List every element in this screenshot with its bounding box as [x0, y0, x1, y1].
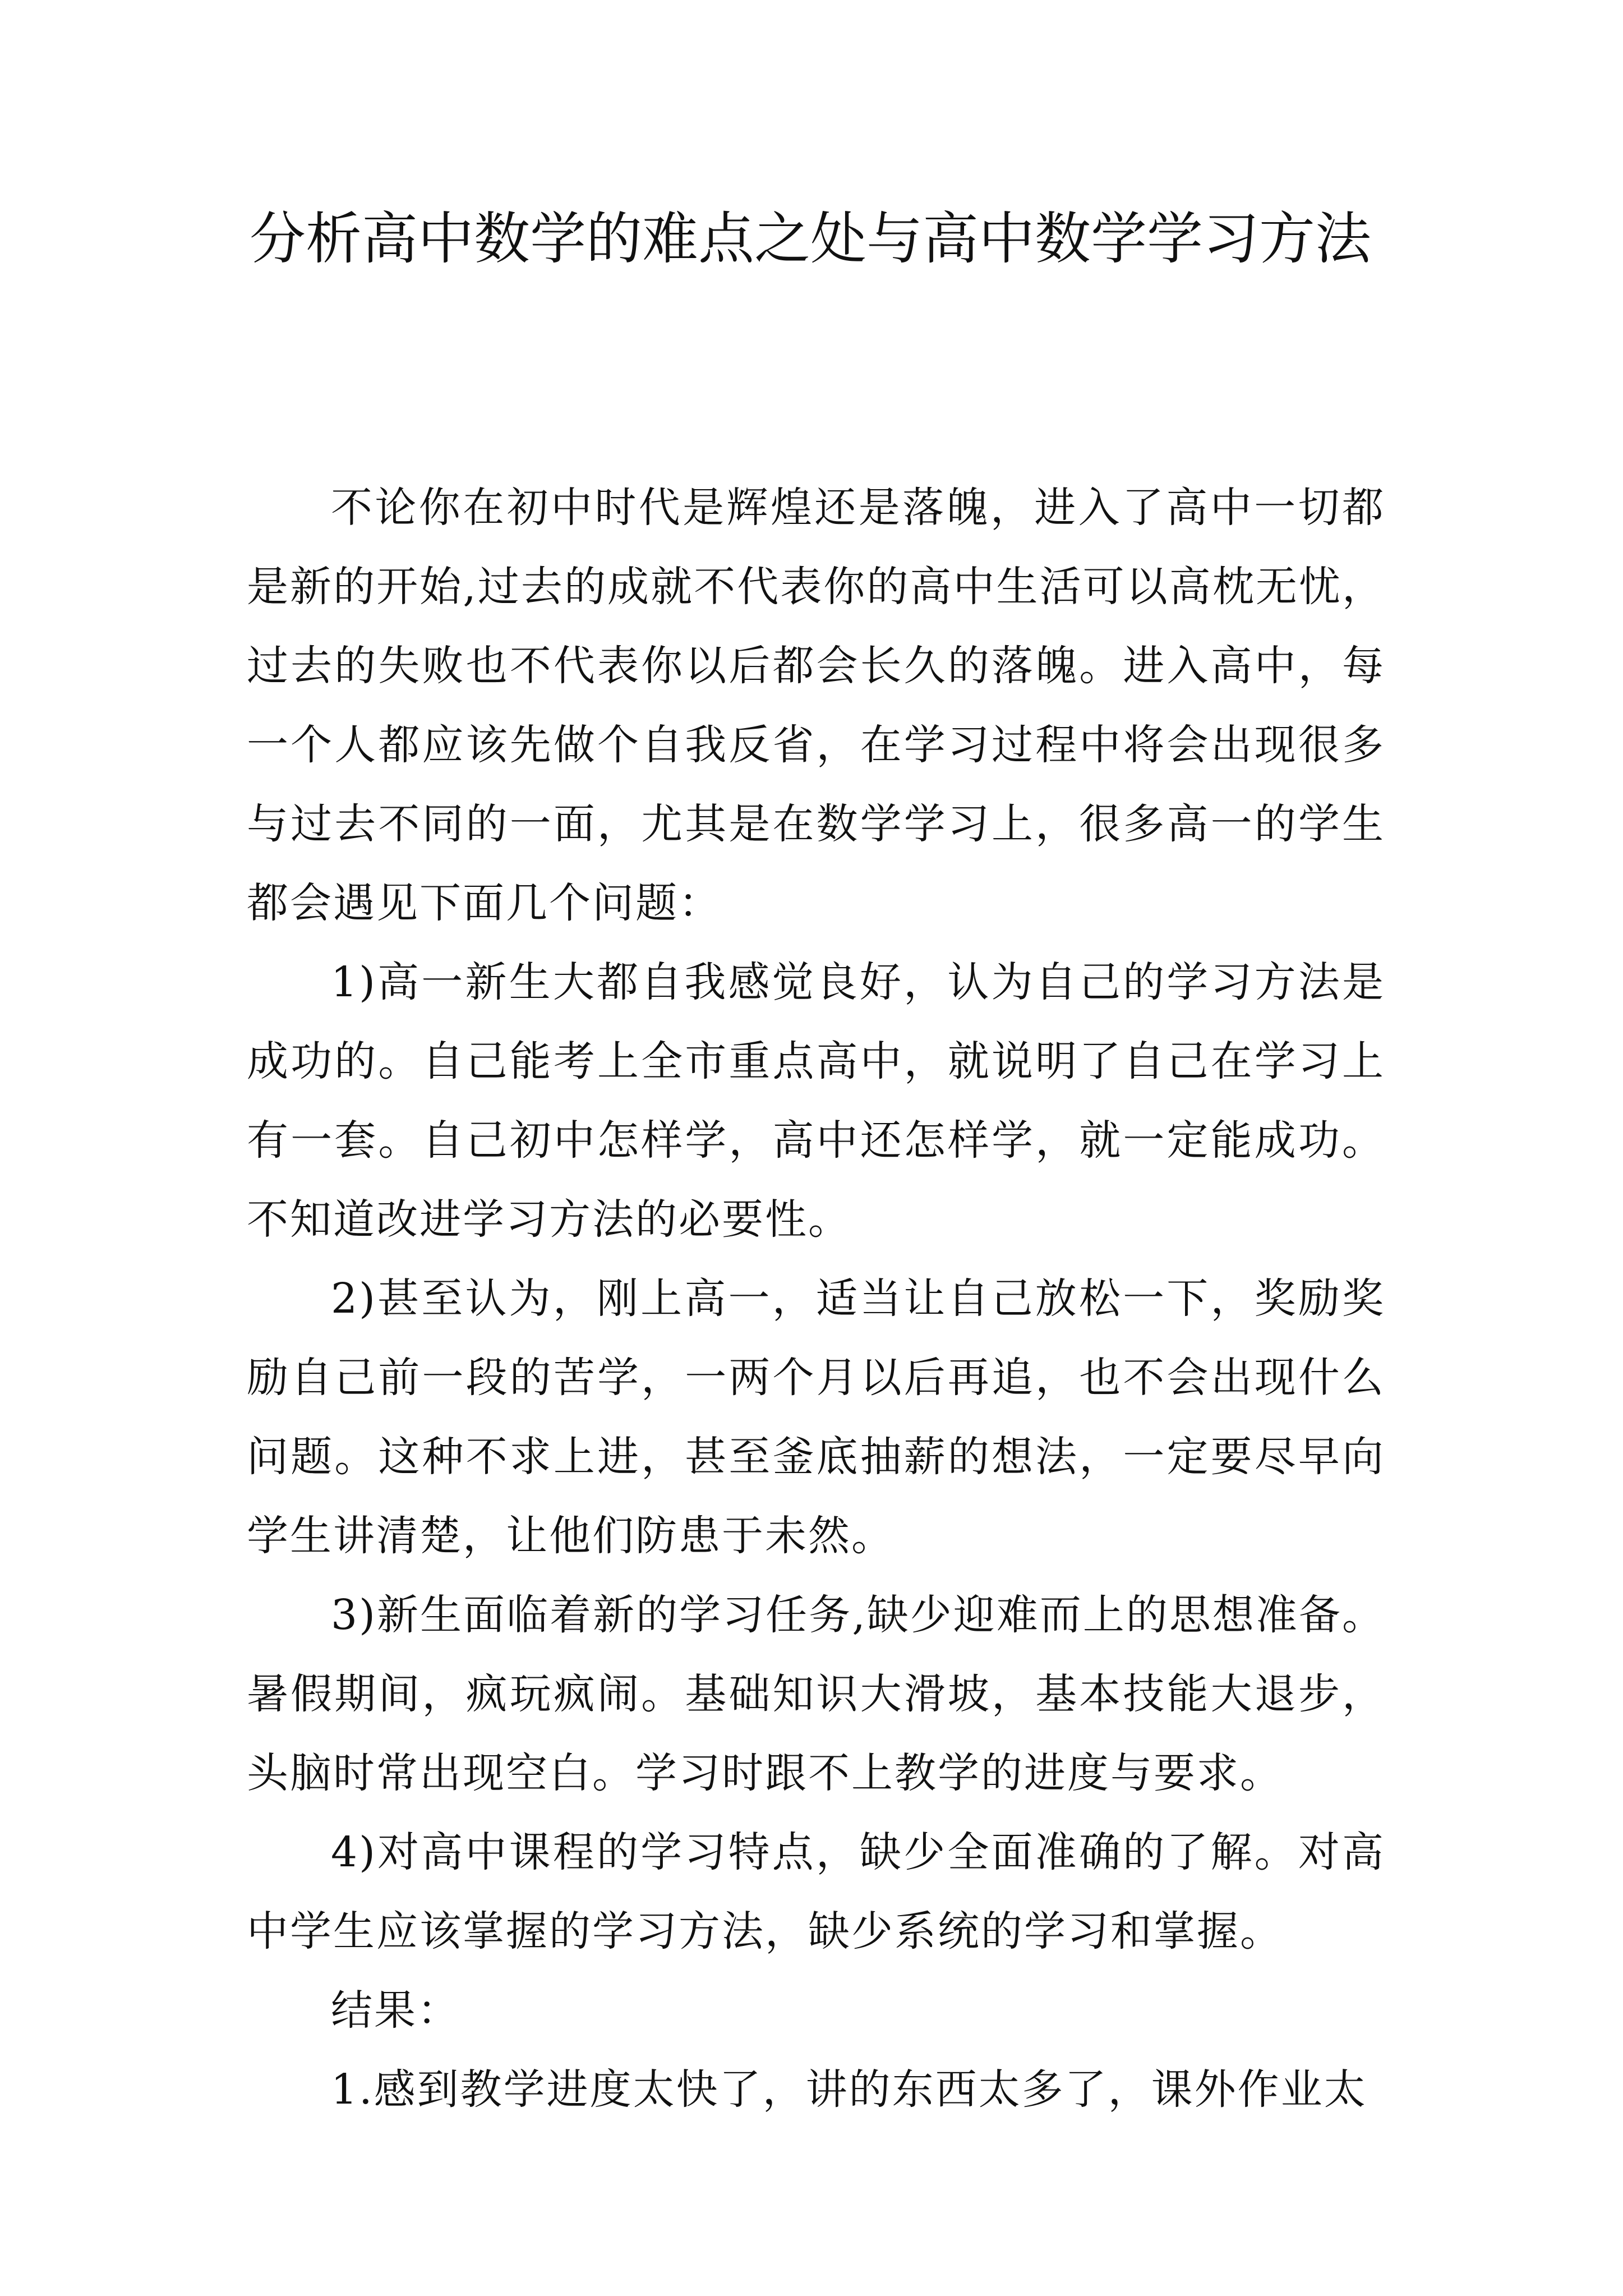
paragraph-item-4: 4)对高中课程的学习特点，缺少全面准确的了解。对高中学生应该掌握的学习方法，缺少系统的学习和掌握。	[247, 1828, 1385, 1955]
document-body	[247, 468, 1385, 2129]
paragraph-item-3: 3)新生面临着新的学习任务,缺少迎难而上的思想准备。暑假期间，疯玩疯闹。基础知识大滑坡，基本技能大退步，头脑时常出现空白。学习时跟不上教学的进度与要求。	[247, 1591, 1385, 1797]
paragraph-intro: 不论你在初中时代是辉煌还是落魄，进入了高中一切都是新的开始,过去的成就不代表你的高中生活可以高枕无忧，过去的失败也不代表你以后都会长久的落魄。进入高中，每一个人都应该先做个自我反省，在学习过程中将会出现很多与过去不同的一面，尤其是在数学学习上，很多高一的学生都会遇见下面几个问题：	[247, 484, 1385, 927]
paragraph-result-heading: 结果：	[331, 1986, 460, 2035]
paragraph-result-1: 1.感到教学进度太快了，讲的东西太多了，课外作业太	[331, 2065, 1367, 2114]
paragraph-item-1: 1)高一新生大都自我感觉良好，认为自己的学习方法是成功的。自己能考上全市重点高中，就说明了自己在学习上有一套。自己初中怎样学，高中还怎样学，就一定能成功。不知道改进学习方法的必要性。	[247, 958, 1385, 1244]
document-title: 分析高中数学的难点之处与高中数学学习方法	[250, 206, 1371, 272]
paragraph-item-2: 2)甚至认为，刚上高一，适当让自己放松一下，奖励奖励自己前一段的苦学，一两个月以后再追，也不会出现什么问题。这种不求上进，甚至釜底抽薪的想法，一定要尽早向学生讲清楚，让他们防患于未然。	[247, 1274, 1385, 1560]
